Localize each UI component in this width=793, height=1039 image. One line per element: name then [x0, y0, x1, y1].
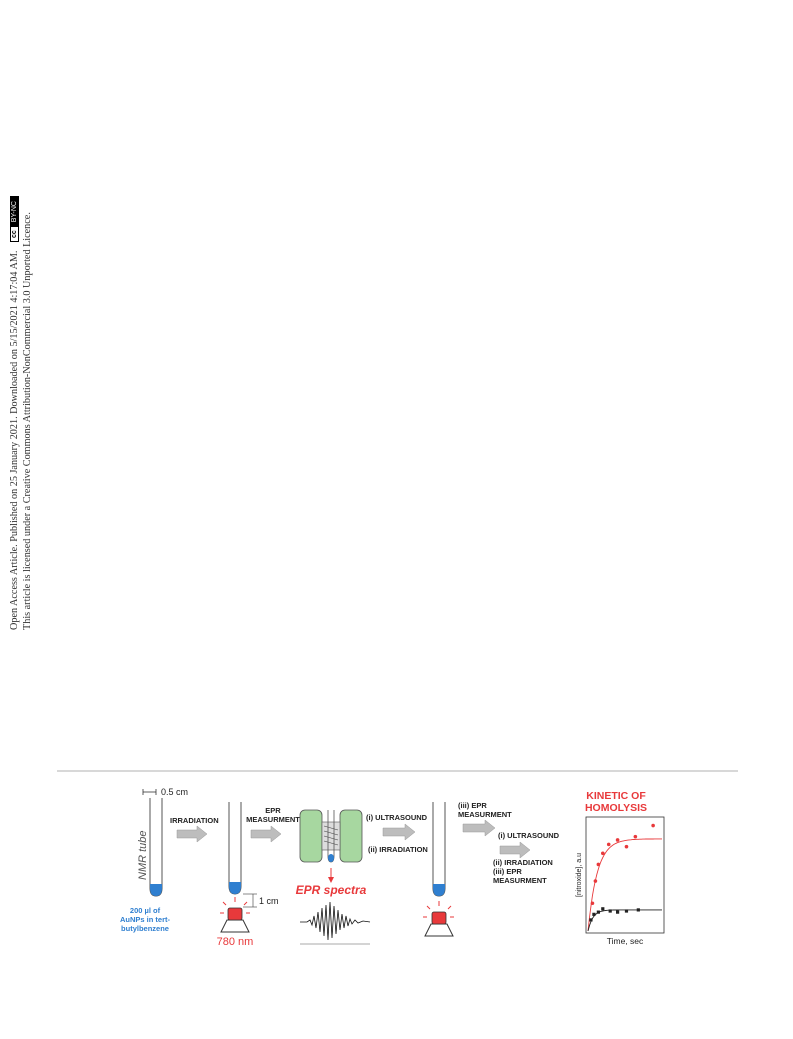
license-notice[interactable]	[22, 212, 33, 630]
kinetic-title-1: KINETIC OF	[586, 790, 646, 802]
epr-spectrometer	[296, 810, 370, 944]
data-point-0-2	[597, 863, 601, 867]
plot-ylabel: [nitroxide], a.u	[576, 853, 583, 897]
license-text[interactable]: This article is licensed under a Creative Commons Attribution-NonCommercial 3.0 Unported Licence.	[22, 212, 33, 630]
sample-label-3: butylbenzene	[121, 924, 169, 933]
step-irradiation-label: IRRADIATION	[170, 816, 219, 825]
distance-label: 1 cm	[259, 896, 279, 906]
data-point-0-8	[651, 824, 655, 828]
experiment-figure	[119, 780, 700, 965]
data-point-1-7	[637, 908, 640, 911]
publication-text: Open Access Article. Published on 25 January 2021. Downloaded on 5/15/2021 4:17:04 AM.	[9, 250, 20, 630]
nmr-tube-3	[423, 802, 454, 936]
arrow-irradiation	[170, 816, 219, 842]
sample-label-2: AuNPs in tert-	[119, 915, 171, 924]
cycle-b-epr: (iii) EPR	[458, 801, 487, 810]
data-point-1-6	[625, 909, 628, 912]
data-point-0-6	[625, 845, 629, 849]
data-point-1-0	[589, 918, 592, 921]
step-epr-label: EPR	[265, 806, 281, 815]
cycle-a-irradiation: (ii) IRRADIATION	[368, 845, 428, 854]
plot-xlabel: Time, sec	[606, 936, 644, 946]
cc-license-badge[interactable]: ccBY-NC	[10, 196, 19, 242]
fit-curve-0	[588, 839, 662, 931]
nmr-tube-1	[120, 787, 188, 933]
data-point-0-7	[634, 835, 638, 839]
step-measurement-label: MEASURMENT	[246, 815, 300, 824]
plot-frame	[586, 817, 664, 933]
arrow-epr	[246, 806, 300, 842]
sample-label-1: 200 µl of	[129, 906, 161, 915]
cycle-b-measurement: MEASURMENT	[458, 810, 512, 819]
data-point-0-5	[616, 838, 620, 842]
tube-width-label: 0.5 cm	[161, 787, 189, 797]
arrow-cycle-c	[493, 831, 560, 885]
cycle-c-irradiation: (ii) IRRADIATION	[493, 858, 553, 867]
wavelength-label: 780 nm	[216, 936, 254, 948]
data-point-1-3	[601, 907, 604, 910]
arrow-cycle-a	[366, 813, 428, 854]
data-point-0-1	[594, 879, 598, 883]
nmr-tube-label: NMR tube	[137, 830, 149, 880]
data-point-0-0	[591, 901, 595, 905]
cycle-c-epr: (iii) EPR	[493, 867, 522, 876]
cycle-c-ultrasound: (i) ULTRASOUND	[498, 831, 560, 840]
kinetic-title-2: HOMOLYSIS	[584, 802, 648, 814]
data-point-1-4	[609, 909, 612, 912]
page-divider	[57, 770, 738, 772]
margin-notice	[0, 0, 60, 1039]
data-point-0-4	[607, 843, 611, 847]
lamp-780nm	[217, 897, 254, 948]
kinetic-plot	[576, 790, 664, 946]
cycle-c-measurement: MEASURMENT	[493, 876, 547, 885]
data-point-1-5	[616, 911, 619, 914]
data-point-1-2	[597, 911, 600, 914]
cycle-a-ultrasound: (i) ULTRASOUND	[366, 813, 428, 822]
publication-notice	[9, 196, 20, 630]
data-point-0-3	[601, 852, 605, 856]
data-point-1-1	[592, 913, 595, 916]
epr-spectra-label: EPR spectra	[295, 883, 367, 897]
